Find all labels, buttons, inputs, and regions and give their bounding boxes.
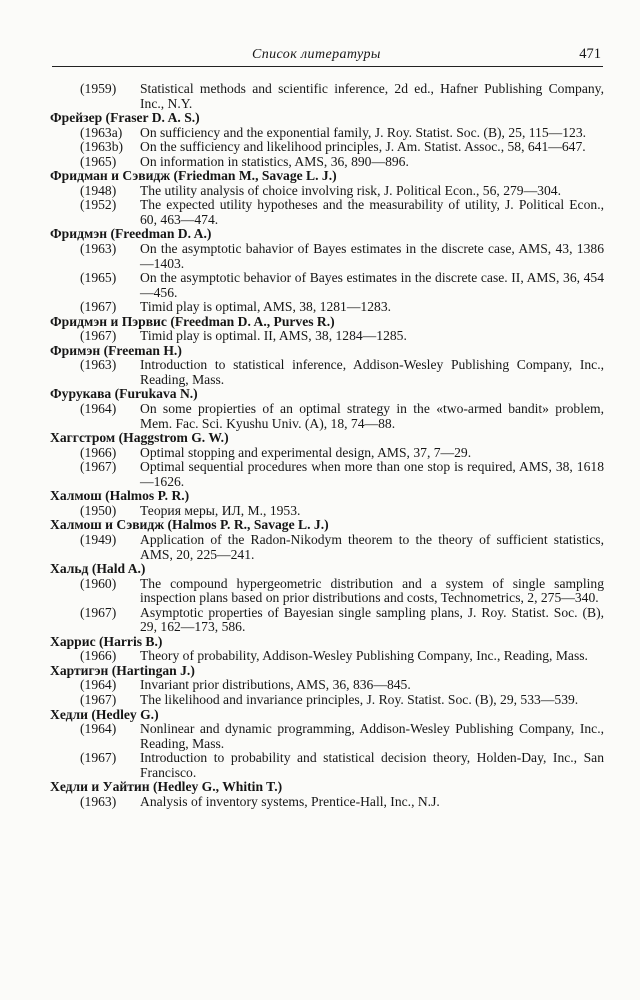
reference-entry xyxy=(50,649,604,664)
author-heading: Хаггстром (Haggstrom G. W.) xyxy=(50,430,229,446)
reference-text: The expected utility hypotheses and the measurability of utility, J. Political Econ., 60, 463—474. xyxy=(140,197,604,227)
reference-entry xyxy=(50,722,604,751)
reference-text: Asymptotic properties of Bayesian single sampling plans, J. Roy. Statist. Soc. (B), 29, 162—173, 586. xyxy=(140,604,604,635)
reference-text: Optimal sequential procedures when more than one stop is required, AMS, 38, 1618—1626. xyxy=(140,459,604,489)
author-heading: Фурукава (Furukava N.) xyxy=(50,386,198,402)
reference-entry xyxy=(50,402,604,431)
reference-text: Optimal stopping and experimental design, AMS, 37, 7—29. xyxy=(140,444,472,460)
reference-year: (1959) xyxy=(80,81,117,96)
author-heading: Хартигэн (Hartingan J.) xyxy=(50,662,195,678)
reference-text: Statistical methods and scientific inference, 2d ed., Hafner Publishing Company, Inc., N.Y. xyxy=(140,81,604,111)
reference-year: (1950) xyxy=(80,502,117,518)
reference-entry xyxy=(50,329,604,344)
reference-text: The compound hypergeometric distribution and a system of single sampling inspection plans based on prior distributions and costs, Technometrics, 2, 275—340. xyxy=(140,575,604,606)
reference-text: The utility analysis of choice involving risk, J. Political Econ., 56, 279—304. xyxy=(140,182,561,198)
reference-year: (1966) xyxy=(80,648,117,664)
author-heading: Фримэн (Freeman H.) xyxy=(50,342,182,358)
reference-year: (1967) xyxy=(80,299,117,315)
reference-text: Timid play is optimal. II, AMS, 38, 1284—1285. xyxy=(140,328,407,344)
reference-entry xyxy=(50,504,604,519)
reference-text: Timid play is optimal, AMS, 38, 1281—1283. xyxy=(140,299,392,315)
reference-entry xyxy=(50,795,604,810)
reference-text: On the sufficiency and likelihood principles, J. Am. Statist. Assoc., 58, 641—647. xyxy=(140,139,586,155)
reference-text: On the asymptotic behavior of Bayes estimates in the discrete case. II, AMS, 36, 454—456. xyxy=(140,270,604,300)
reference-entry xyxy=(50,82,604,111)
author-heading: Халмош (Halmos P. R.) xyxy=(50,488,190,504)
running-header xyxy=(52,44,603,67)
reference-text: Application of the Radon-Nikodym theorem to the theory of sufficient statistics, AMS, 20, 225—241. xyxy=(140,531,604,562)
reference-year: (1964) xyxy=(80,677,117,693)
reference-text: Nonlinear and dynamic programming, Addison-Wesley Publishing Company, Inc., Reading, Mass. xyxy=(140,721,604,751)
author-heading: Фридмэн (Freedman D. A.) xyxy=(50,226,212,242)
author-heading: Хальд (Hald A.) xyxy=(50,561,146,577)
author-heading: Харрис (Harris B.) xyxy=(50,633,163,649)
reference-text: The likelihood and invariance principles, J. Roy. Statist. Soc. (B), 29, 533—539. xyxy=(140,691,579,707)
reference-entry xyxy=(50,300,604,315)
reference-text: Introduction to probability and statistical decision theory, Holden-Day, Inc., San Francisco. xyxy=(140,750,604,780)
reference-entry xyxy=(50,242,604,271)
author-heading: Халмош и Сэвидж (Halmos P. R., Savage L. J.) xyxy=(50,517,329,533)
reference-year: (1967) xyxy=(80,691,117,707)
reference-entry xyxy=(50,126,604,141)
reference-year: (1949) xyxy=(80,531,117,547)
reference-entry xyxy=(50,358,604,387)
author-heading: Хедли и Уайтин (Hedley G., Whitin T.) xyxy=(50,779,283,795)
reference-year: (1963) xyxy=(80,357,117,373)
reference-text: On the asymptotic bahavior of Bayes estimates in the discrete case, AMS, 43, 1386—1403. xyxy=(140,241,604,271)
reference-year: (1965) xyxy=(80,270,117,286)
reference-entry xyxy=(50,184,604,199)
reference-entry xyxy=(50,460,604,489)
reference-year: (1963) xyxy=(80,793,117,809)
bibliography-list xyxy=(50,82,604,809)
reference-entry xyxy=(50,693,604,708)
author-heading: Хедли (Hedley G.) xyxy=(50,706,159,722)
reference-text: On sufficiency and the exponential family, J. Roy. Statist. Soc. (B), 25, 115—123. xyxy=(140,124,587,140)
reference-year: (1966) xyxy=(80,444,117,460)
reference-year: (1967) xyxy=(80,459,117,475)
reference-entry xyxy=(50,140,604,155)
author-heading: Фрейзер (Fraser D. A. S.) xyxy=(50,110,200,126)
reference-year: (1965) xyxy=(80,153,117,169)
reference-text: Invariant prior distributions, AMS, 36, 836—845. xyxy=(140,677,411,693)
reference-text: On some propierties of an optimal strategy in the «two-armed bandit» problem, Mem. Fac. Sci. Kyushu Univ. (A), 18, 74—88. xyxy=(140,401,604,431)
reference-entry xyxy=(50,446,604,461)
reference-text: Theory of probability, Addison-Wesley Publishing Company, Inc., Reading, Mass. xyxy=(140,648,588,664)
reference-entry xyxy=(50,155,604,170)
author-heading: Фридмэн и Пэрвис (Freedman D. A., Purves R.) xyxy=(50,313,335,329)
reference-entry xyxy=(50,678,604,693)
reference-entry xyxy=(50,533,604,562)
author-heading: Фридман и Сэвидж (Friedman M., Savage L. J.) xyxy=(50,168,337,184)
reference-year: (1967) xyxy=(80,604,117,620)
reference-year: (1964) xyxy=(80,401,117,417)
reference-year: (1948) xyxy=(80,182,117,198)
reference-entry xyxy=(50,577,604,606)
reference-entry xyxy=(50,271,604,300)
page-number: 471 xyxy=(579,46,601,62)
reference-year: (1967) xyxy=(80,328,117,344)
reference-text: On information in statistics, AMS, 36, 890—896. xyxy=(140,153,409,169)
reference-entry xyxy=(50,198,604,227)
reference-entry xyxy=(50,606,604,635)
reference-year: (1963) xyxy=(80,241,117,257)
reference-year: (1963a) xyxy=(80,124,123,140)
reference-year: (1952) xyxy=(80,197,117,213)
reference-entry xyxy=(50,751,604,780)
reference-text: Analysis of inventory systems, Prentice-Hall, Inc., N.J. xyxy=(140,793,440,809)
reference-year: (1967) xyxy=(80,750,117,766)
reference-year: (1964) xyxy=(80,721,117,737)
reference-year: (1963b) xyxy=(80,139,124,155)
reference-year: (1960) xyxy=(80,575,117,591)
reference-text: Introduction to statistical inference, Addison-Wesley Publishing Company, Inc., Reading, Mass. xyxy=(140,357,604,387)
reference-text: Теория меры, ИЛ, М., 1953. xyxy=(140,502,301,518)
header-title: Список литературы xyxy=(252,47,381,62)
